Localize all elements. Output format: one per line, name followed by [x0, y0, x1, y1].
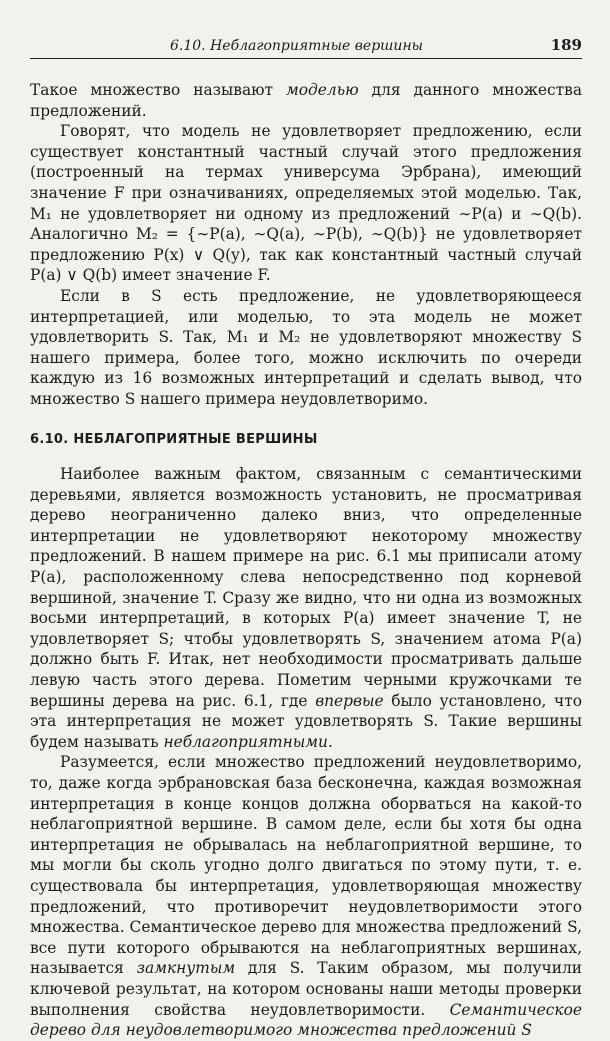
- paragraph-4: [30, 464, 582, 752]
- page-number: 189: [550, 36, 582, 54]
- paragraph-1: [30, 80, 582, 121]
- text-run: Такое множество называют: [30, 81, 286, 99]
- paragraph-2: Говорят, что модель не удовлетворяет предложению, если существует константный частный случай этого предложения (построенный на термах универсума Эрбрана), имеющий значение F при означиваниях, определяемых этой моделью. Так, M₁ не удовлетворяет ни одному из предложений ∼P(a) и ∼Q(b). Аналогично M₂ = {∼P(a), ∼Q(a), ∼P(b), ∼Q(b)} не удовлетворяет предложению P(x) ∨ Q(y), так как константный частный случай P(a) ∨ Q(b) имеет значение F.: [30, 122, 582, 285]
- text-run: было установлено, что эта интерпретация не может удовлетворять S. Такие вершины будем называть: [30, 691, 583, 751]
- running-title: 6.10. Неблагоприятные вершины: [170, 38, 424, 54]
- section-heading: 6.10. НЕБЛАГОПРИЯТНЫЕ ВЕРШИНЫ: [30, 431, 318, 447]
- emphasis-closed: замкнутым: [136, 959, 236, 978]
- text-run: Разумеется, если множество предложений неудовлетворимо, то, даже когда эрбрановская база бесконечна, каждая возможная интерпретация в конце концов должна оборваться на какой-то неблагоприятной вершине. В самом деле, если бы хотя бы одна интерпретация не обрывалась на неблагоприятной вершине, то мы могли бы сколь угодно долго двигаться по этому пути, т. е. существовала бы интерпретация, удовлетворяющая множеству предложений, что противоречит неудовлетворимости этого множества. Семантическое дерево для множества предложений S, все пути которого обрываются на неблагоприятных вершинах, называется: [30, 753, 582, 978]
- emphasis-unfavorable: неблагоприятными.: [163, 732, 333, 751]
- emphasis-model: моделью: [286, 81, 359, 99]
- emphasis-first: впервые: [315, 691, 384, 710]
- paragraph-3: Если в S есть предложение, не удовлетворяющееся интерпретацией, или моделью, то эта модель не может удовлетворить S. Так, M₁ и M₂ не удовлетворяют множеству S нашего примера, более того, можно исключить по очереди каждую из 16 возможных интерпретаций и сделать вывод, что множество S нашего примера неудовлетворимо.: [30, 286, 582, 408]
- text-run: Наиболее важным фактом, связанным с семантическими деревьями, является возможность установить, не просматривая дерево неограниченно далеко вниз, что определенные интерпретации не удовлетворяют некоторому множеству предложений. В нашем примере на рис. 6.1 мы приписали атому P(a), расположенному слева непосредственно под корневой вершиной, значение T. Сразу же видно, что ни одна из возможных восьми интерпретаций, в которых P(a) имеет значение T, не удовлетворяет S; чтобы удовлетворять S, значением атома P(a) должно быть F. Итак, нет необходимости просматривать дальше левую часть этого дерева. Пометим черными кружочками те вершины дерева на рис. 6.1, где: [30, 465, 582, 710]
- text-run: для данного множества предложений.: [30, 81, 582, 120]
- text-run: для S. Таким образом, мы получили ключевой результат, на котором основаны наши методы проверки выполнения свойства неудовлетворимости.: [30, 959, 582, 1019]
- paragraph-5: [30, 752, 582, 1040]
- running-header: [30, 36, 582, 59]
- page-body: [30, 80, 582, 1041]
- emphasis-theorem: Семантическое дерево для неудовлетворимого множества предложений S: [30, 1000, 582, 1040]
